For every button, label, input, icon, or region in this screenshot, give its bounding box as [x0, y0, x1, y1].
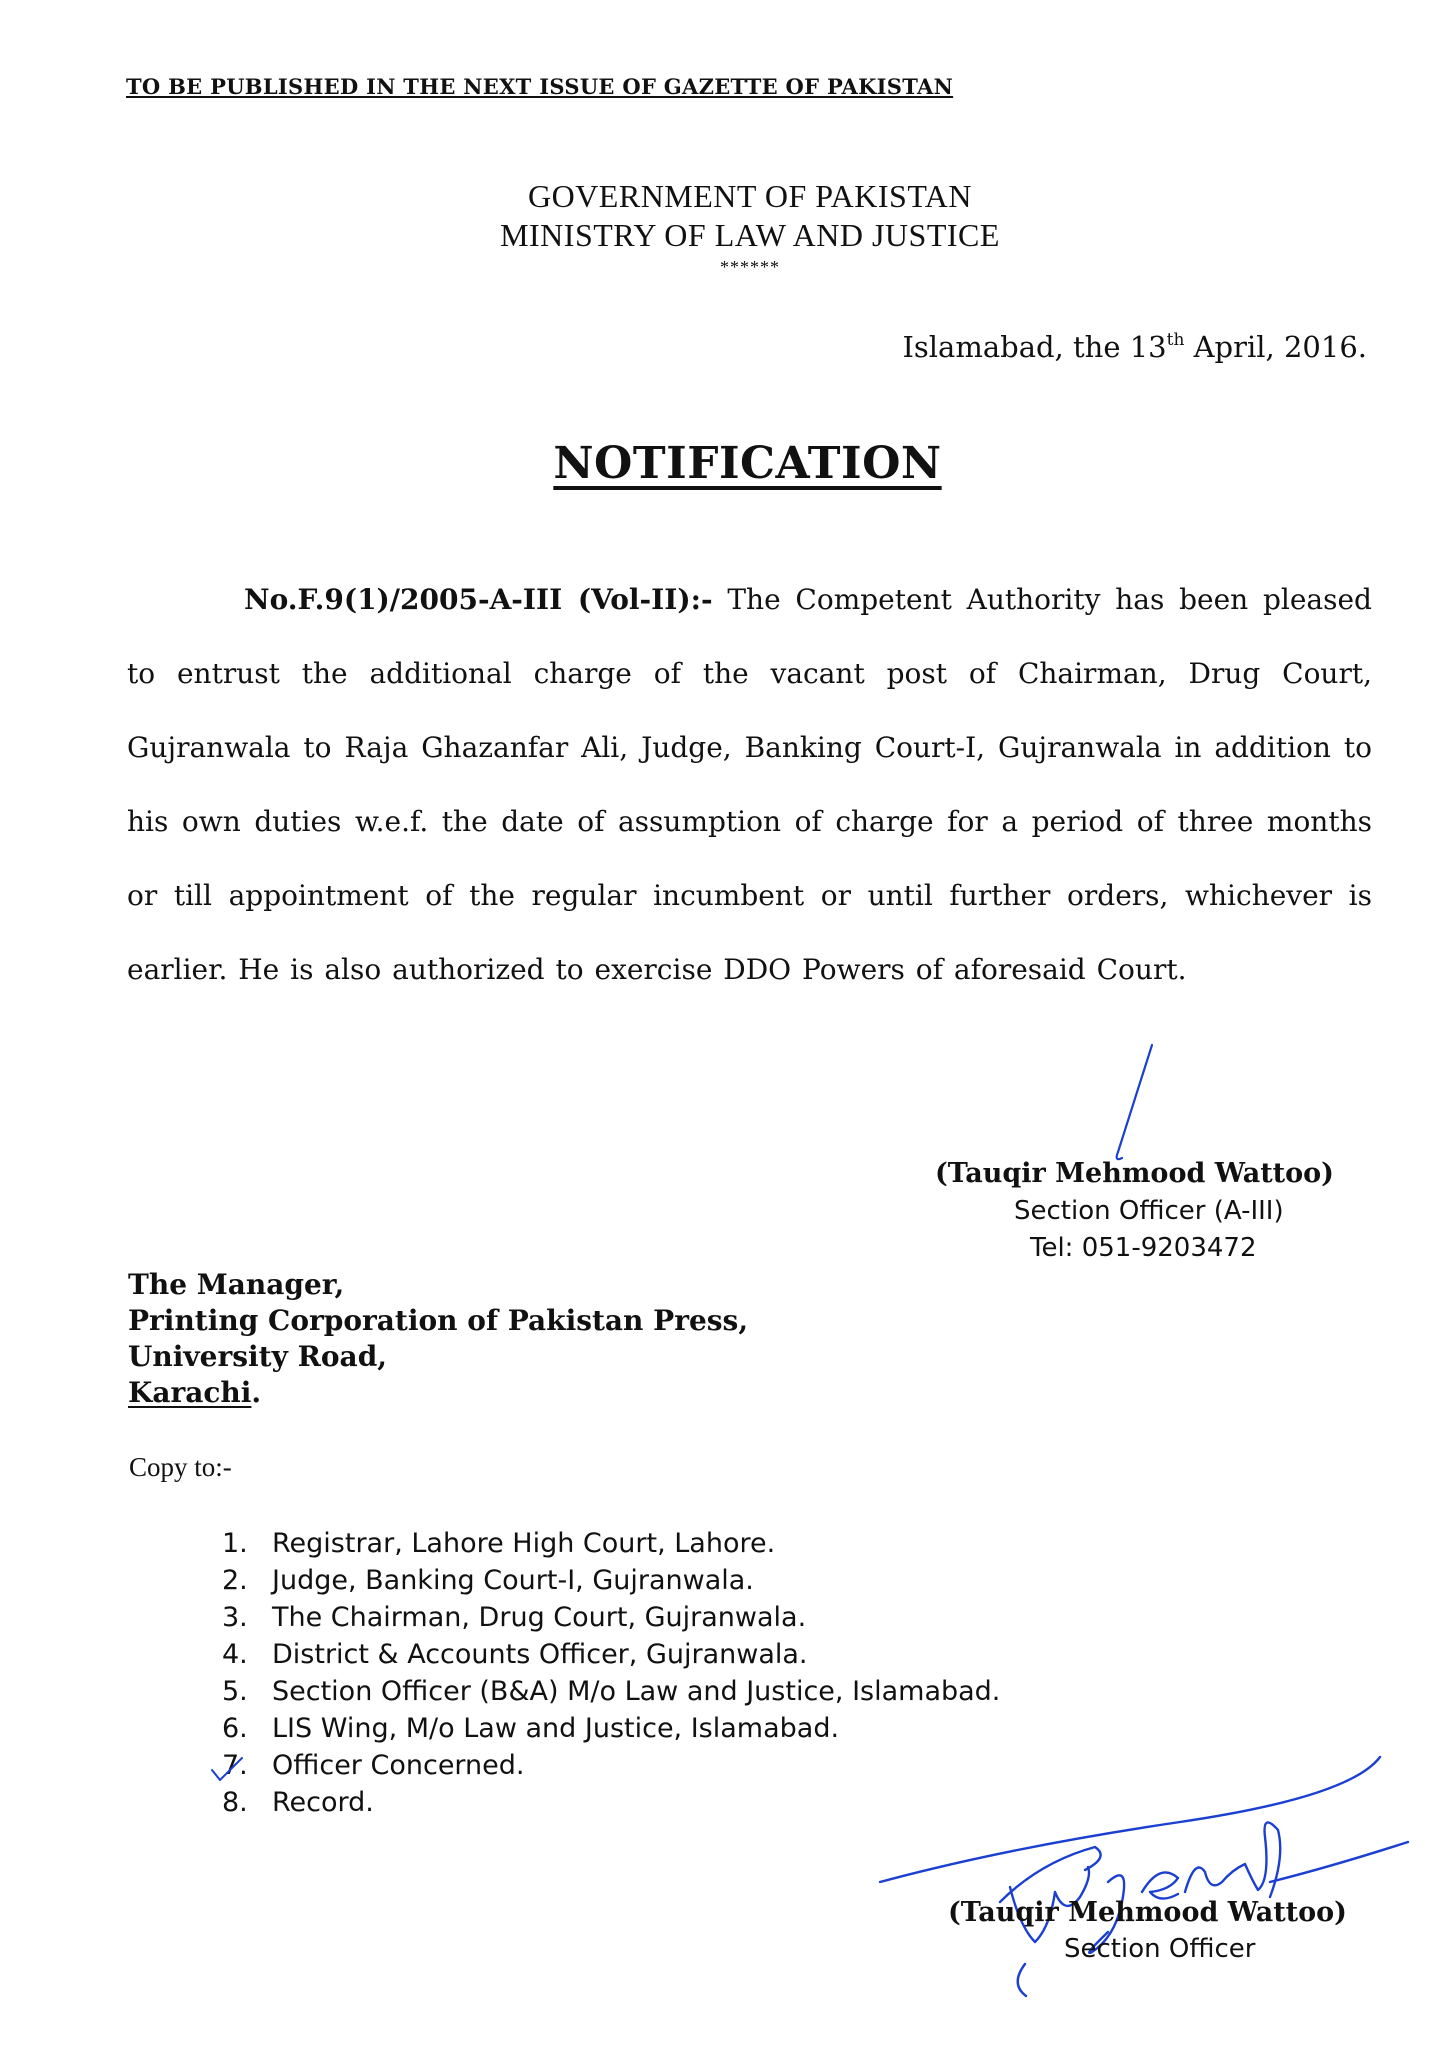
- list-item: [222, 1525, 1000, 1562]
- list-item-text: Registrar, Lahore High Court, Lahore.: [272, 1528, 776, 1559]
- list-item: [222, 1710, 1000, 1747]
- signatory-name: (Tauqir Mehmood Wattoo): [935, 1158, 1334, 1189]
- addressee-city-line: [128, 1375, 748, 1411]
- list-item-number: 8.: [222, 1787, 248, 1818]
- list-item-number: 2.: [222, 1565, 248, 1596]
- list-item-number: 7.: [222, 1750, 248, 1781]
- notification-reference: No.F.9(1)/2005-A-III (Vol-II):-: [244, 583, 713, 616]
- dateline: [902, 330, 1367, 364]
- copy-signatory-designation: Section Officer: [1064, 1934, 1256, 1964]
- addressee-line: Printing Corporation of Pakistan Press,: [128, 1304, 749, 1337]
- list-item-number: 6.: [222, 1713, 248, 1744]
- signature-initial-stroke: [1100, 1040, 1160, 1170]
- list-item-number: 1.: [222, 1528, 248, 1559]
- addressee-city-punct: .: [251, 1376, 262, 1409]
- list-item: [222, 1636, 1000, 1673]
- copy-to-label: Copy to:-: [129, 1452, 232, 1482]
- list-item-text: The Chairman, Drug Court, Gujranwala.: [272, 1602, 807, 1633]
- list-item-number: 5.: [222, 1676, 248, 1707]
- notification-text: The Competent Authority has been pleased to entrust the additional charge of the vacant post of Chairman, Drug Court, Gujranwala to Raja Ghazanfar Ali, Judge, Banking Court-I, Gujranwala in addition to his own duties w.e.f. the date of assumption of charge for a period of three months or till appointment of the regular incumbent or until further orders, whichever is earlier. He is also authorized to exercise DDO Powers of aforesaid Court.: [127, 583, 1372, 986]
- list-item-text: Section Officer (B&A) M/o Law and Justice, Islamabad.: [272, 1676, 1001, 1707]
- government-name: GOVERNMENT OF PAKISTAN: [527, 178, 973, 214]
- notification-body: [127, 563, 1372, 1007]
- checkmark-icon: [206, 1748, 246, 1788]
- dateline-date: April, 2016.: [1193, 330, 1367, 364]
- signatory-designation: Section Officer (A-III): [1014, 1196, 1284, 1226]
- dateline-ordinal: th: [1166, 330, 1185, 350]
- page-title: NOTIFICATION: [553, 438, 942, 489]
- list-item: [222, 1562, 1000, 1599]
- list-item-number: 4.: [222, 1639, 248, 1670]
- addressee-line: The Manager,: [128, 1268, 345, 1301]
- signatory-telephone: Tel: 051-9203472: [1030, 1233, 1257, 1263]
- gazette-publication-notice: TO BE PUBLISHED IN THE NEXT ISSUE OF GAZETTE OF PAKISTAN: [126, 74, 954, 99]
- list-item-text: Officer Concerned.: [272, 1750, 525, 1781]
- copy-signatory-name: (Tauqir Mehmood Wattoo): [948, 1897, 1347, 1928]
- dateline-place: Islamabad, the 13: [902, 330, 1167, 364]
- addressee-line: University Road,: [128, 1340, 388, 1373]
- list-item-text: District & Accounts Officer, Gujranwala.: [272, 1639, 808, 1670]
- list-item: [222, 1599, 1000, 1636]
- handwritten-signature: [860, 1752, 1420, 2002]
- list-item: [222, 1673, 1000, 1710]
- list-item-text: Judge, Banking Court-I, Gujranwala.: [272, 1565, 754, 1596]
- list-item-text: LIS Wing, M/o Law and Justice, Islamabad.: [272, 1713, 840, 1744]
- list-item-number: 3.: [222, 1602, 248, 1633]
- addressee-city: Karachi: [128, 1376, 252, 1409]
- ministry-name: MINISTRY OF LAW AND JUSTICE: [500, 217, 1000, 253]
- list-item-text: Record.: [272, 1787, 374, 1818]
- header-separator: ******: [720, 257, 780, 277]
- addressee-block: [128, 1267, 748, 1411]
